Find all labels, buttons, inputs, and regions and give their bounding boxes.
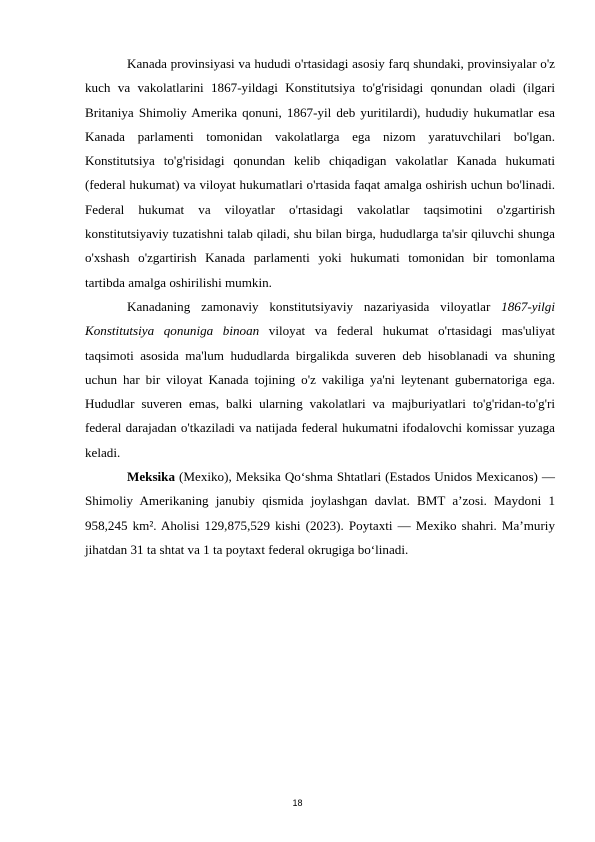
paragraph-mexico: [85, 465, 555, 562]
body-text: [85, 52, 555, 562]
paragraph-canada-provinces: [85, 52, 555, 295]
paragraph-text-start: Kanadaning zamonaviy konstitutsiyaviy nazariyasida viloyatlar: [127, 298, 502, 314]
italic-act-reference: 1867-yilgi Konstitutsiya qonuniga binoan: [85, 298, 555, 339]
paragraph-text: Kanada provinsiyasi va hududi o'rtasidagi asosiy farq shundaki, provinsiyalar o'z kuch va vakolatlarini 1867-yildagi Konstitutsiya to'g'risidagi qonundan oladi (ilgari Britaniya Shimoliy Amerika qonuni, 1867-yil deb yuritilardi), hududiy hukumatlar esa Kanada parlamenti tomonidan vakolatlarga ega nizom yaratuvchilari bo'lgan. Konstitutsiya to'g'risidagi qonundan kelib chiqadigan vakolatlar Kanada hukumati (federal hukumat) va viloyat hukumatlari o'rtasida faqat amalga oshirish uchun bo'linadi. Federal hukumat va viloyatlar o'rtasidagi vakolatlar taqsimotini o'zgartirish konstitutsiyaviy tuzatishni talab qiladi, shu bilan birga, hududlarga ta'sir qiluvchi shunga o'xshash o'zgartirish Kanada parlamenti yoki hukumati tomonidan bir tomonlama tartibda amalga oshirilishi mumkin.: [85, 56, 555, 290]
paragraph-text-end: viloyat va federal hukumat o'rtasidagi mas'uliyat taqsimoti asosida ma'lum hududlarda birgalikda suveren deb hisoblanadi va shuning uchun har bir viloyat Kanada tojining o'z vakiliga ya'ni leytenant gubernatoriga ega. Hududlar suveren emas, balki ularning vakolatlari va majburiyatlari to'g'ridan-to'g'ri federal darajadan o'tkaziladi va natijada federal hukumatni ifodalovchi komissar yuzaga keladi.: [85, 323, 556, 460]
paragraph-canada-sovereignty: [85, 295, 555, 465]
paragraph-text-end: (Mexiko), Meksika Qoʻshma Shtatlari (Estados Unidos Mexicanos) — Shimoliy Amerikaning janubiy qismida joylashgan davlat. BMT aʼzosi. Maydoni 1 958,245 km². Aholisi 129,875,529 kishi (2023). Poytaxti — Mexiko shahri. Maʼmuriy jihatdan 31 ta shtat va 1 ta poytaxt federal okrugiga boʻlinadi.: [85, 469, 555, 557]
page-number: 18: [292, 798, 303, 808]
term-mexico: Meksika: [127, 469, 176, 485]
